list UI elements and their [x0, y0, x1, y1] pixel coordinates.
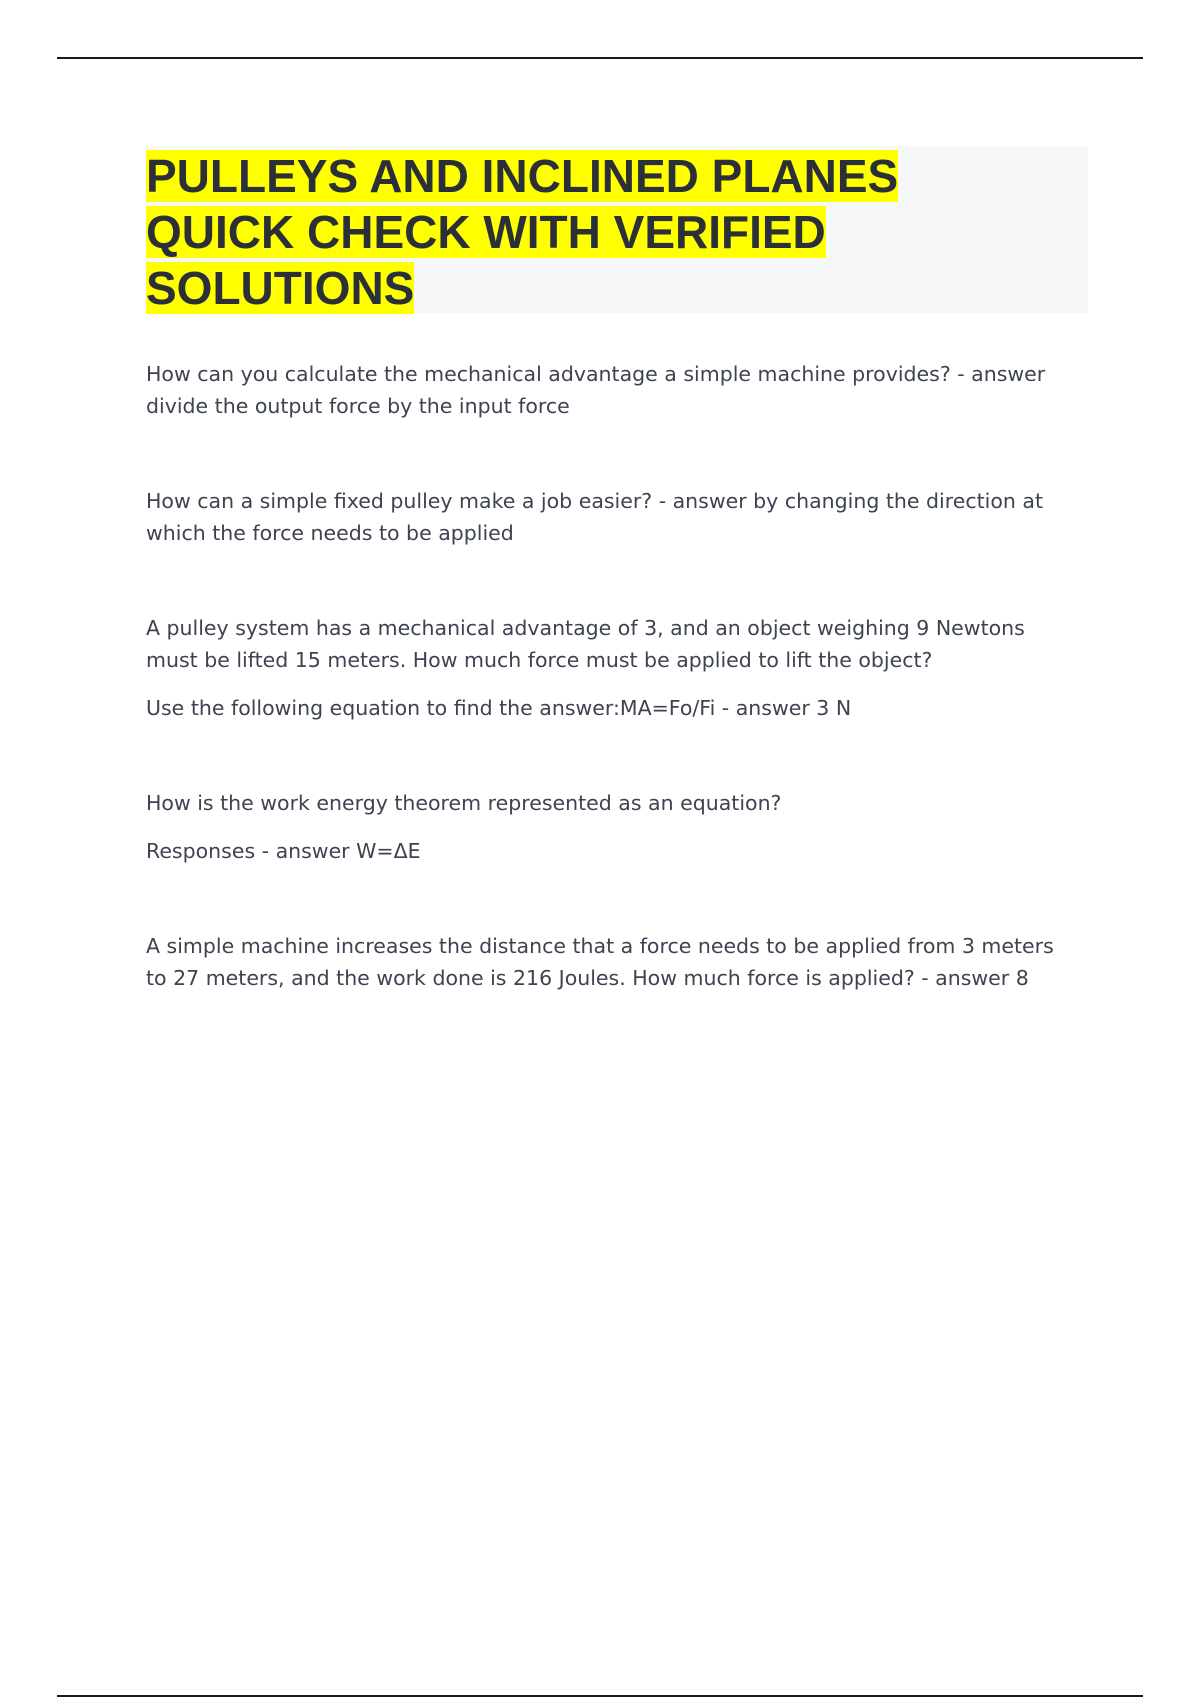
- title-block: [146, 146, 1088, 313]
- qa-text: How can a simple fixed pulley make a job easier? - answer by changing the direction at which the force needs to be applied: [146, 489, 1043, 545]
- qa-text: Use the following equation to find the answer:MA=Fo/Fi - answer 3 N: [146, 696, 852, 720]
- qa-item-1: [146, 358, 1076, 422]
- qa-text: Responses - answer W=ΔE: [146, 839, 421, 863]
- qa-text: How is the work energy theorem represented as an equation?: [146, 791, 782, 815]
- document-title: [146, 146, 966, 316]
- qa-list: [146, 358, 1076, 1057]
- qa-text: A simple machine increases the distance that a force needs to be applied from 3 meters to 27 meters, and the work done is 216 Joules. How much force is applied? - answer 8: [146, 934, 1054, 990]
- footer-rule: [57, 1695, 1143, 1697]
- qa-text: A pulley system has a mechanical advantage of 3, and an object weighing 9 Newtons must be lifted 15 meters. How much force must be applied to lift the object?: [146, 616, 1025, 672]
- header-rule: [57, 57, 1143, 59]
- qa-item-3: [146, 612, 1076, 724]
- qa-text: How can you calculate the mechanical advantage a simple machine provides? - answer divide the output force by the input force: [146, 362, 1046, 418]
- qa-item-5: [146, 930, 1076, 994]
- qa-item-4: [146, 787, 1076, 867]
- title-highlight: PULLEYS AND INCLINED PLANES QUICK CHECK WITH VERIFIED SOLUTIONS: [146, 150, 899, 314]
- qa-item-2: [146, 485, 1076, 549]
